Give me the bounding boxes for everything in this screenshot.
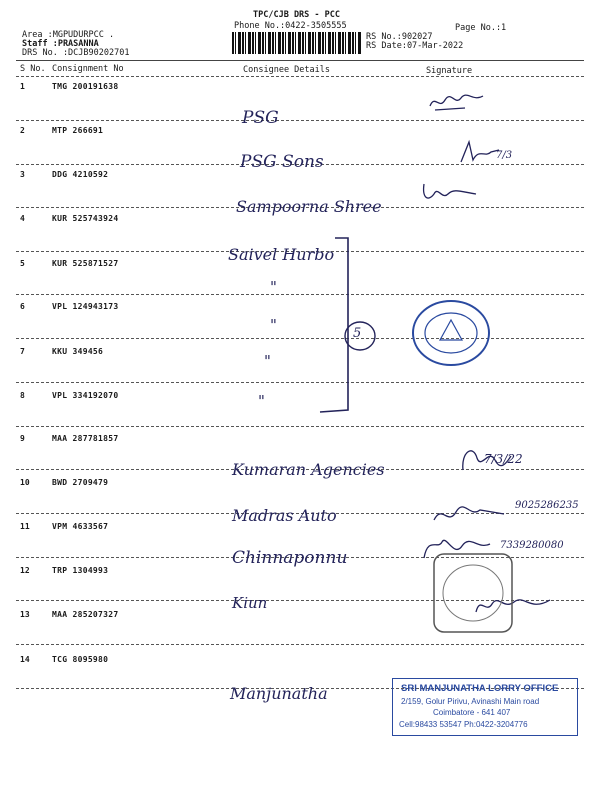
barcode xyxy=(232,32,362,54)
handwritten-chinnaponnu: Chinnaponnu xyxy=(232,548,348,568)
signature-row-3 xyxy=(418,178,488,206)
signature-row-10 xyxy=(430,500,510,530)
rs-date: RS Date:07-Mar-2022 xyxy=(366,41,464,51)
signature-row-1 xyxy=(425,88,495,116)
row-consignment: MAA 285207327 xyxy=(52,610,119,619)
phone-number: Phone No.:0422-3505555 xyxy=(234,21,347,31)
signature-date-row-2: 7/3 xyxy=(496,150,513,161)
square-seal xyxy=(428,548,518,638)
row-consignment: VPM 4633567 xyxy=(52,522,109,531)
row-consignment: BWD 2709479 xyxy=(52,478,109,487)
row-sno: 14 xyxy=(20,655,30,664)
row-sno: 3 xyxy=(20,170,25,179)
handwritten-psg-sons: PSG Sons xyxy=(240,152,324,172)
row-sno: 12 xyxy=(20,566,30,575)
page-number: Page No.:1 xyxy=(455,23,507,33)
phone-number-row-11: 7339280080 xyxy=(500,540,564,551)
handwritten-manjunatha: Manjunatha xyxy=(230,684,328,703)
row-consignment: MAA 287781857 xyxy=(52,434,119,443)
stamp-phone: Cell:98433 53547 Ph:0422-3204776 xyxy=(399,720,528,729)
header-top-rule xyxy=(16,60,584,61)
staff-field: Staff :PRASANNA xyxy=(22,39,99,49)
circled-number: 5 xyxy=(353,326,362,341)
row-divider xyxy=(16,120,584,121)
handwritten-saivel: Saivel Hurbo xyxy=(228,245,335,264)
handwritten-sampoorna: Sampoorna Shree xyxy=(236,197,382,216)
area-field: Area :MGPUDURPCC . xyxy=(22,30,115,40)
row-sno: 4 xyxy=(20,214,25,223)
row-sno: 6 xyxy=(20,302,25,311)
handwritten-madras: Madras Auto xyxy=(232,506,337,525)
drs-number: DRS No. :DCJB90202701 xyxy=(22,48,130,58)
row-consignment: VPL 124943173 xyxy=(52,302,119,311)
row-consignment: KUR 525871527 xyxy=(52,259,119,268)
col-header-signature: Signature xyxy=(426,66,473,76)
row-sno: 9 xyxy=(20,434,25,443)
col-header-consignment: Consignment No xyxy=(52,64,124,74)
col-header-consignee: Consignee Details xyxy=(243,65,330,75)
ditto-mark: " xyxy=(264,352,271,370)
row-sno: 2 xyxy=(20,126,25,135)
company-stamp xyxy=(392,678,578,736)
handwritten-kiun: Kiun xyxy=(232,594,268,612)
row-sno: 13 xyxy=(20,610,30,619)
signature-date-row-9: 7/3/22 xyxy=(484,452,523,466)
row-consignment: MTP 266691 xyxy=(52,126,104,135)
header-bottom-rule xyxy=(16,76,584,77)
row-consignment: DDG 4210592 xyxy=(52,170,109,179)
stamp-company-name: SRI MANJUNATHA LORRY OFFICE xyxy=(401,683,559,694)
phone-number-row-10: 9025286235 xyxy=(515,500,579,511)
ditto-mark: " xyxy=(258,392,265,410)
stamp-address: 2/159, Golur Pirivu, Avinashi Main road xyxy=(401,697,540,706)
row-consignment: TCG 8095980 xyxy=(52,655,109,664)
row-sno: 5 xyxy=(20,259,25,268)
row-sno: 1 xyxy=(20,82,25,91)
rs-number: RS No.:902027 xyxy=(366,32,433,42)
document-title: TPC/CJB DRS - PCC xyxy=(253,10,340,20)
row-divider xyxy=(16,644,584,645)
row-sno: 11 xyxy=(20,522,30,531)
row-consignment: TRP 1304993 xyxy=(52,566,109,575)
row-consignment: VPL 334192070 xyxy=(52,391,119,400)
row-sno: 8 xyxy=(20,391,25,400)
row-sno: 7 xyxy=(20,347,25,356)
handwritten-kumaran: Kumaran Agencies xyxy=(232,460,385,479)
row-consignment: KKU 349456 xyxy=(52,347,104,356)
ditto-mark: " xyxy=(270,278,277,296)
handwritten-psg: PSG xyxy=(242,108,279,128)
stamp-city: Coimbatore - 641 407 xyxy=(433,708,511,717)
col-header-sno: S No. xyxy=(20,64,46,74)
row-sno: 10 xyxy=(20,478,30,487)
row-consignment: TMG 200191638 xyxy=(52,82,119,91)
ditto-mark: " xyxy=(270,316,277,334)
round-seal xyxy=(408,298,494,368)
row-consignment: KUR 525743924 xyxy=(52,214,119,223)
